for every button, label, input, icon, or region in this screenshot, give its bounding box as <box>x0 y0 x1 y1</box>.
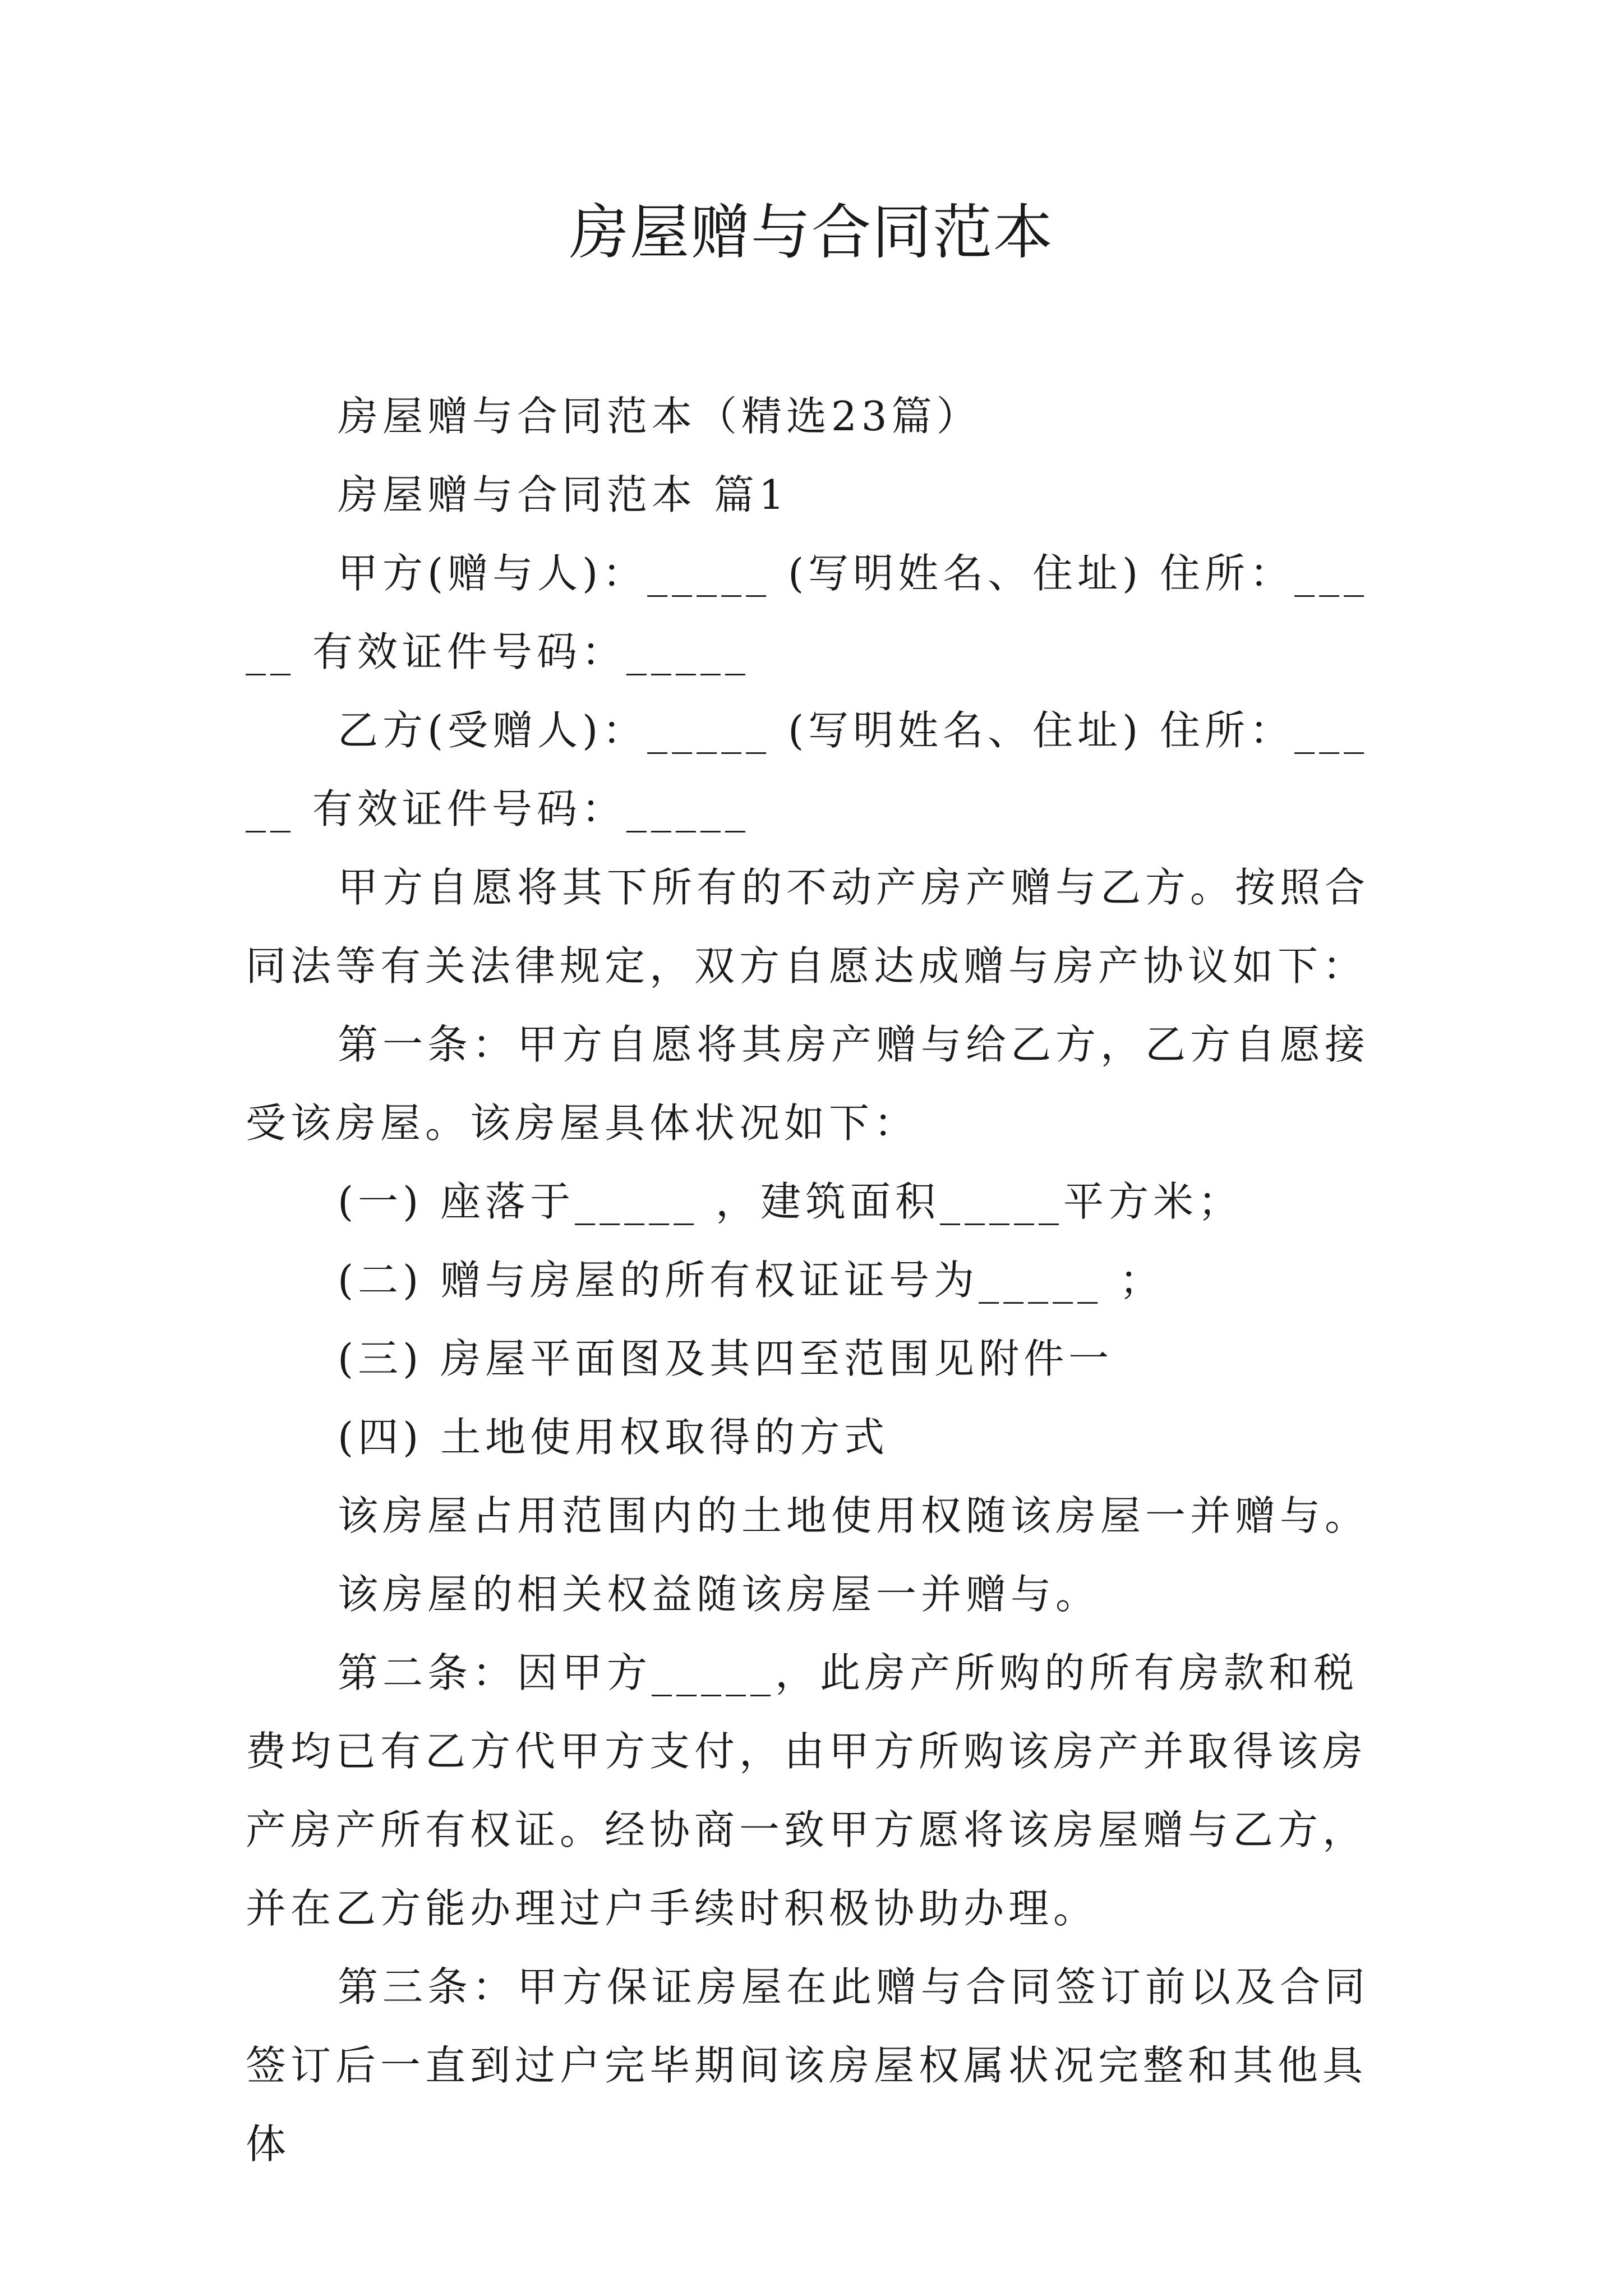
paragraph-item-1: (一) 座落于_____ ，建筑面积_____平方米； <box>338 1178 1243 1225</box>
paragraph-party-b: 乙方(受赠人)：_____ (写明姓名、住址) 住所：_____ 有效证件号码：_____ <box>246 707 1369 832</box>
paragraph-land-use: 该房屋占用范围内的土地使用权随该房屋一并赠与。 <box>338 1492 1370 1539</box>
document-title: 房屋赠与合同范本 <box>569 198 1054 267</box>
paragraph-item-2: (二) 赠与房屋的所有权证证号为_____ ； <box>338 1257 1164 1304</box>
paragraph-article-2: 第二条：因甲方_____，此房产所购的所有房款和税费均已有乙方代甲方支付，由甲方所购该房产并取得该房产房产所有权证。经协商一致甲方愿将该房屋赠与乙方，并在乙方能办理过户手续时积极协助办理。 <box>246 1649 1368 1932</box>
document-body <box>246 377 1384 2183</box>
paragraph-section-heading: 房屋赠与合同范本 篇1 <box>338 471 789 518</box>
paragraph-article-3: 第三条：甲方保证房屋在此赠与合同签订前以及合同签订后一直到过户完毕期间该房屋权属状况完整和其他具体 <box>246 1963 1370 2168</box>
paragraph-item-3: (三) 房屋平面图及其四至范围见附件一 <box>338 1335 1114 1382</box>
paragraph-party-a: 甲方(赠与人)：_____ (写明姓名、住址) 住所：_____ 有效证件号码：_____ <box>246 550 1369 675</box>
paragraph-preamble: 甲方自愿将其下所有的不动产房产赠与乙方。按照合同法等有关法律规定，双方自愿达成赠与房产协议如下： <box>246 864 1370 990</box>
paragraph-item-4: (四) 土地使用权取得的方式 <box>338 1414 889 1461</box>
paragraph-subtitle: 房屋赠与合同范本（精选23篇） <box>338 393 981 440</box>
paragraph-rights: 该房屋的相关权益随该房屋一并赠与。 <box>338 1571 1101 1618</box>
paragraph-article-1: 第一条：甲方自愿将其房产赠与给乙方，乙方自愿接受该房屋。该房屋具体状况如下： <box>246 1021 1370 1147</box>
